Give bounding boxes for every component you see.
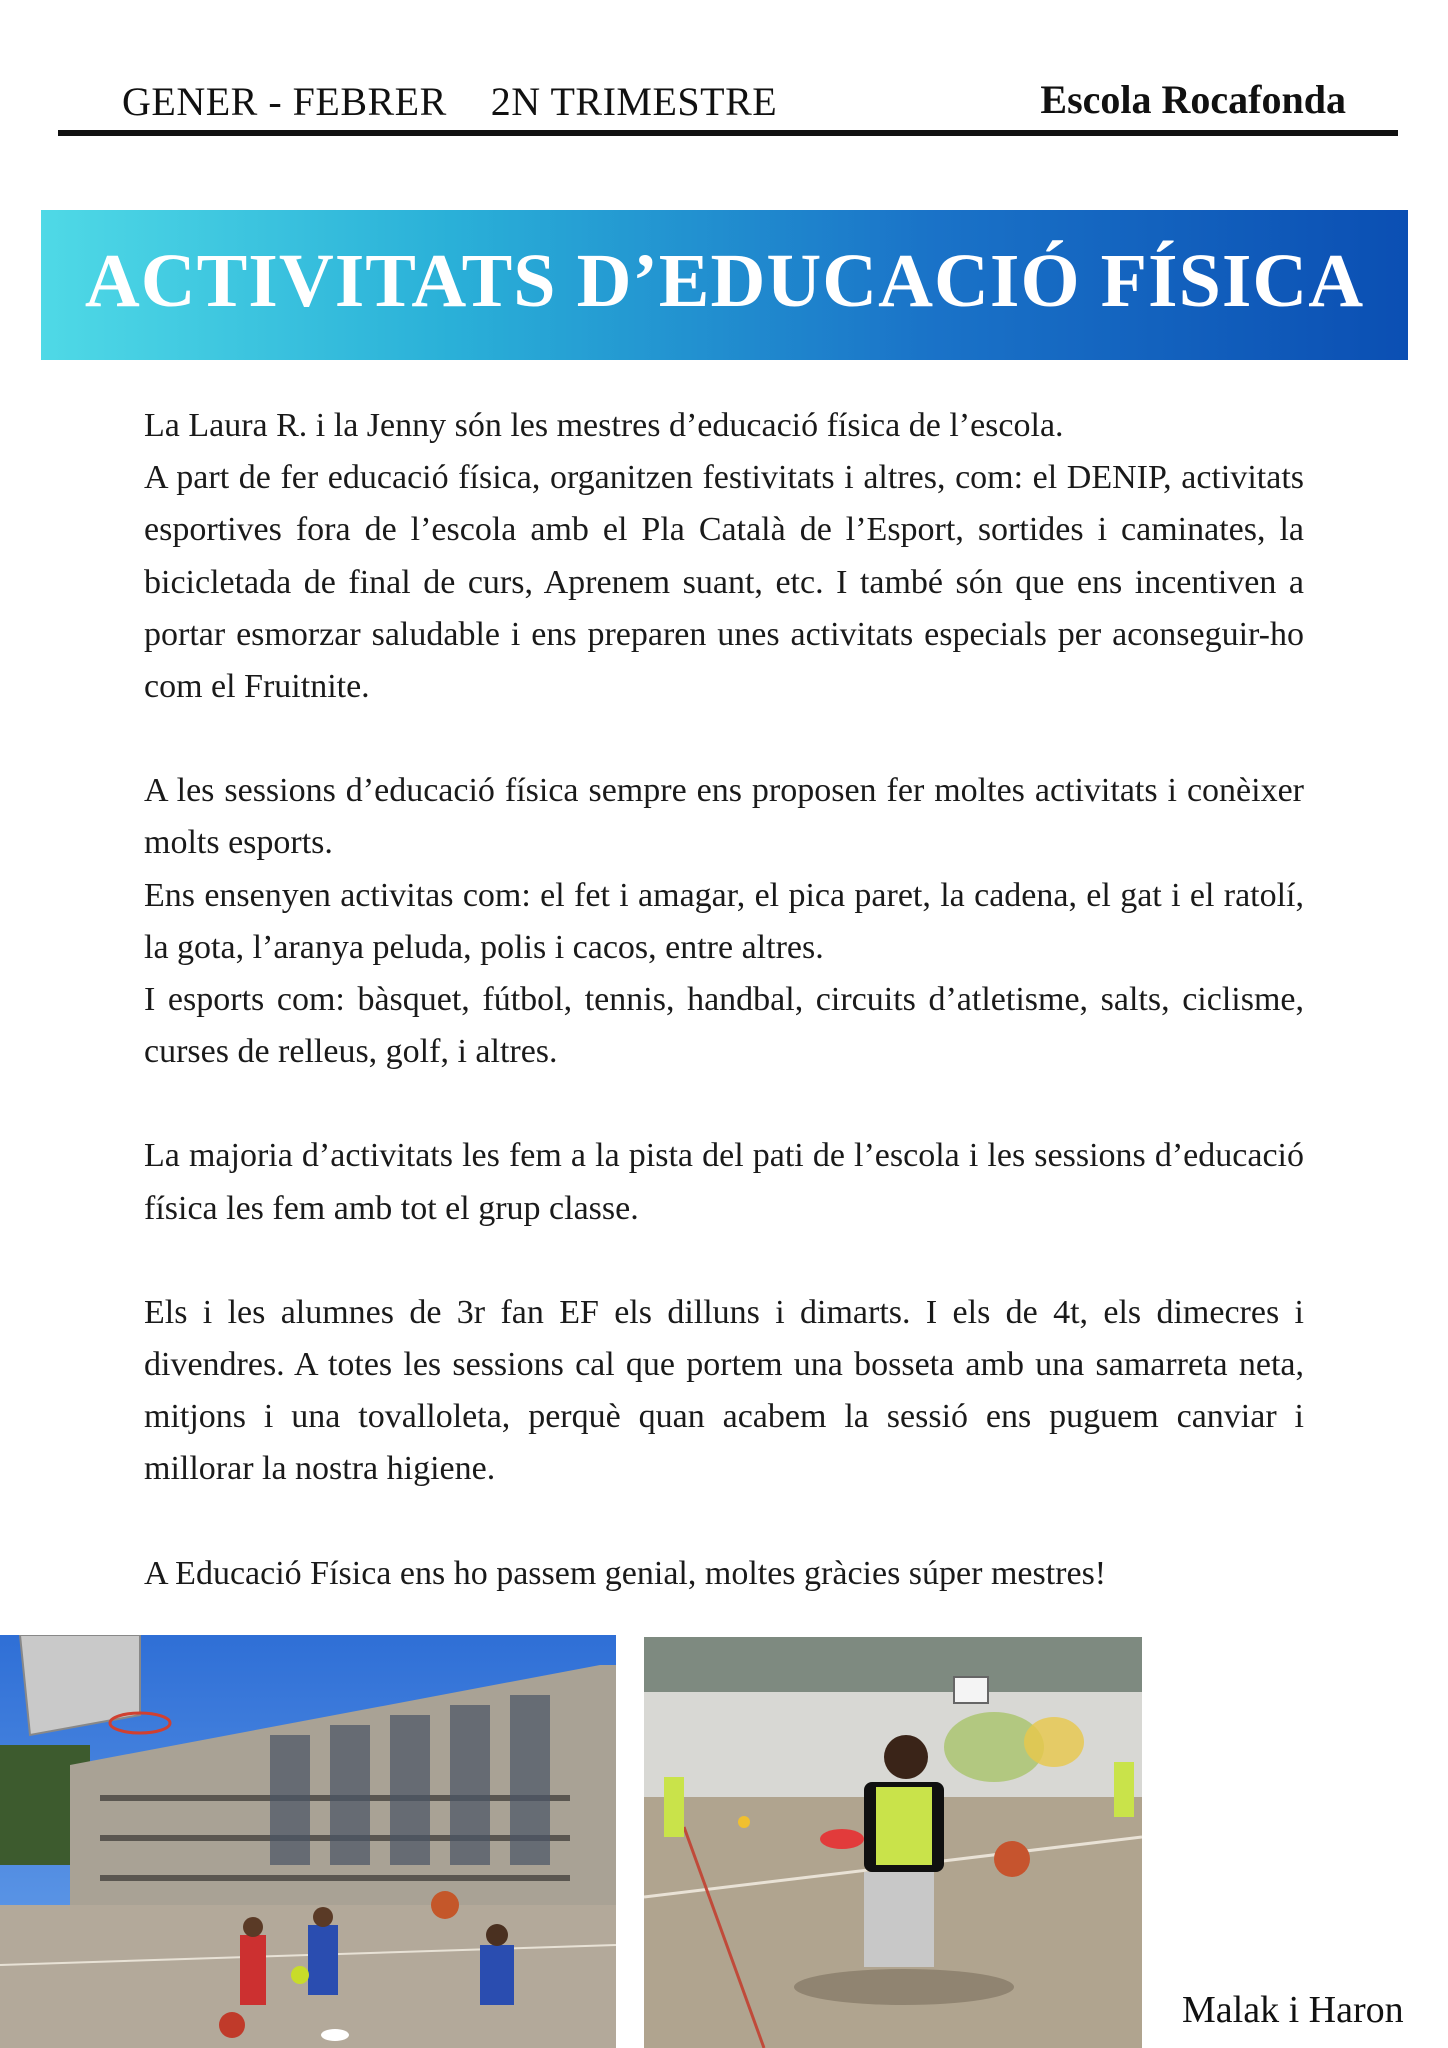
photo-boy-dribbling [644,1637,1142,2048]
paragraph-closing: A Educació Física ens ho passem genial, moltes gràcies súper mestres! [144,1554,1107,1592]
photo-schoolyard-basketball [0,1635,616,2048]
header-months: GENER - FEBRER [122,79,447,124]
dribbling-photo-illustration [644,1637,1142,2048]
paragraph-intro: La Laura R. i la Jenny són les mestres d’educació física de l’escola. [144,407,1064,444]
paragraph-activities: A part de fer educació física, organitzen festivitats i altres, com: el DENIP, activitats esportives fora de l’escola amb el Pla Català de l’Esport, sortides i caminates, la bicicletada de final de curs, Aprenem suant, etc. I també són que ens incentiven a portar esmorzar saludable i ens preparen unes activitats especials per aconseguir-ho com el Fruitnite. [144,459,1304,706]
header-divider [58,130,1398,136]
paragraph-games: Ens ensenyen activitas com: el fet i amagar, el pica paret, la cadena, el gat i el ratolí, la gota, l’aranya peluda, polis i cacos, entre altres. [144,876,1304,966]
paragraph-schedule: Els i les alumnes de 3r fan EF els dilluns i dimarts. I els de 4t, els dimecres i divendres. A totes les sessions cal que portem una bosseta amb una samarreta neta, mitjons i una tovalloleta, perquè quan acabem la sessió ens puguem canviar i millorar la nostra higiene. [144,1293,1304,1488]
article-authors: Malak i Haron [1182,1989,1404,2031]
paragraph-sessions: A les sessions d’educació física sempre ens proposen fer moltes activitats i conèixer molts esports. [144,772,1304,862]
paragraph-sports: I esports com: bàsquet, fútbol, tennis, handbal, circuits d’atletisme, salts, ciclisme, curses de relleus, golf, i altres. [144,981,1304,1071]
title-banner [41,210,1408,360]
schoolyard-photo-illustration [0,1635,616,2048]
header-term: 2N TRIMESTRE [490,79,778,124]
paragraph-location: La majoria d’activitats les fem a la pista del pati de l’escola i les sessions d’educació física les fem amb tot el grup classe. [144,1137,1304,1227]
page-header [58,70,1398,134]
article-body [144,400,1304,1600]
article-title: ACTIVITATS D’EDUCACIÓ FÍSICA [84,239,1365,323]
header-period [122,78,777,125]
header-school-name: Escola Rocafonda [1040,77,1346,122]
